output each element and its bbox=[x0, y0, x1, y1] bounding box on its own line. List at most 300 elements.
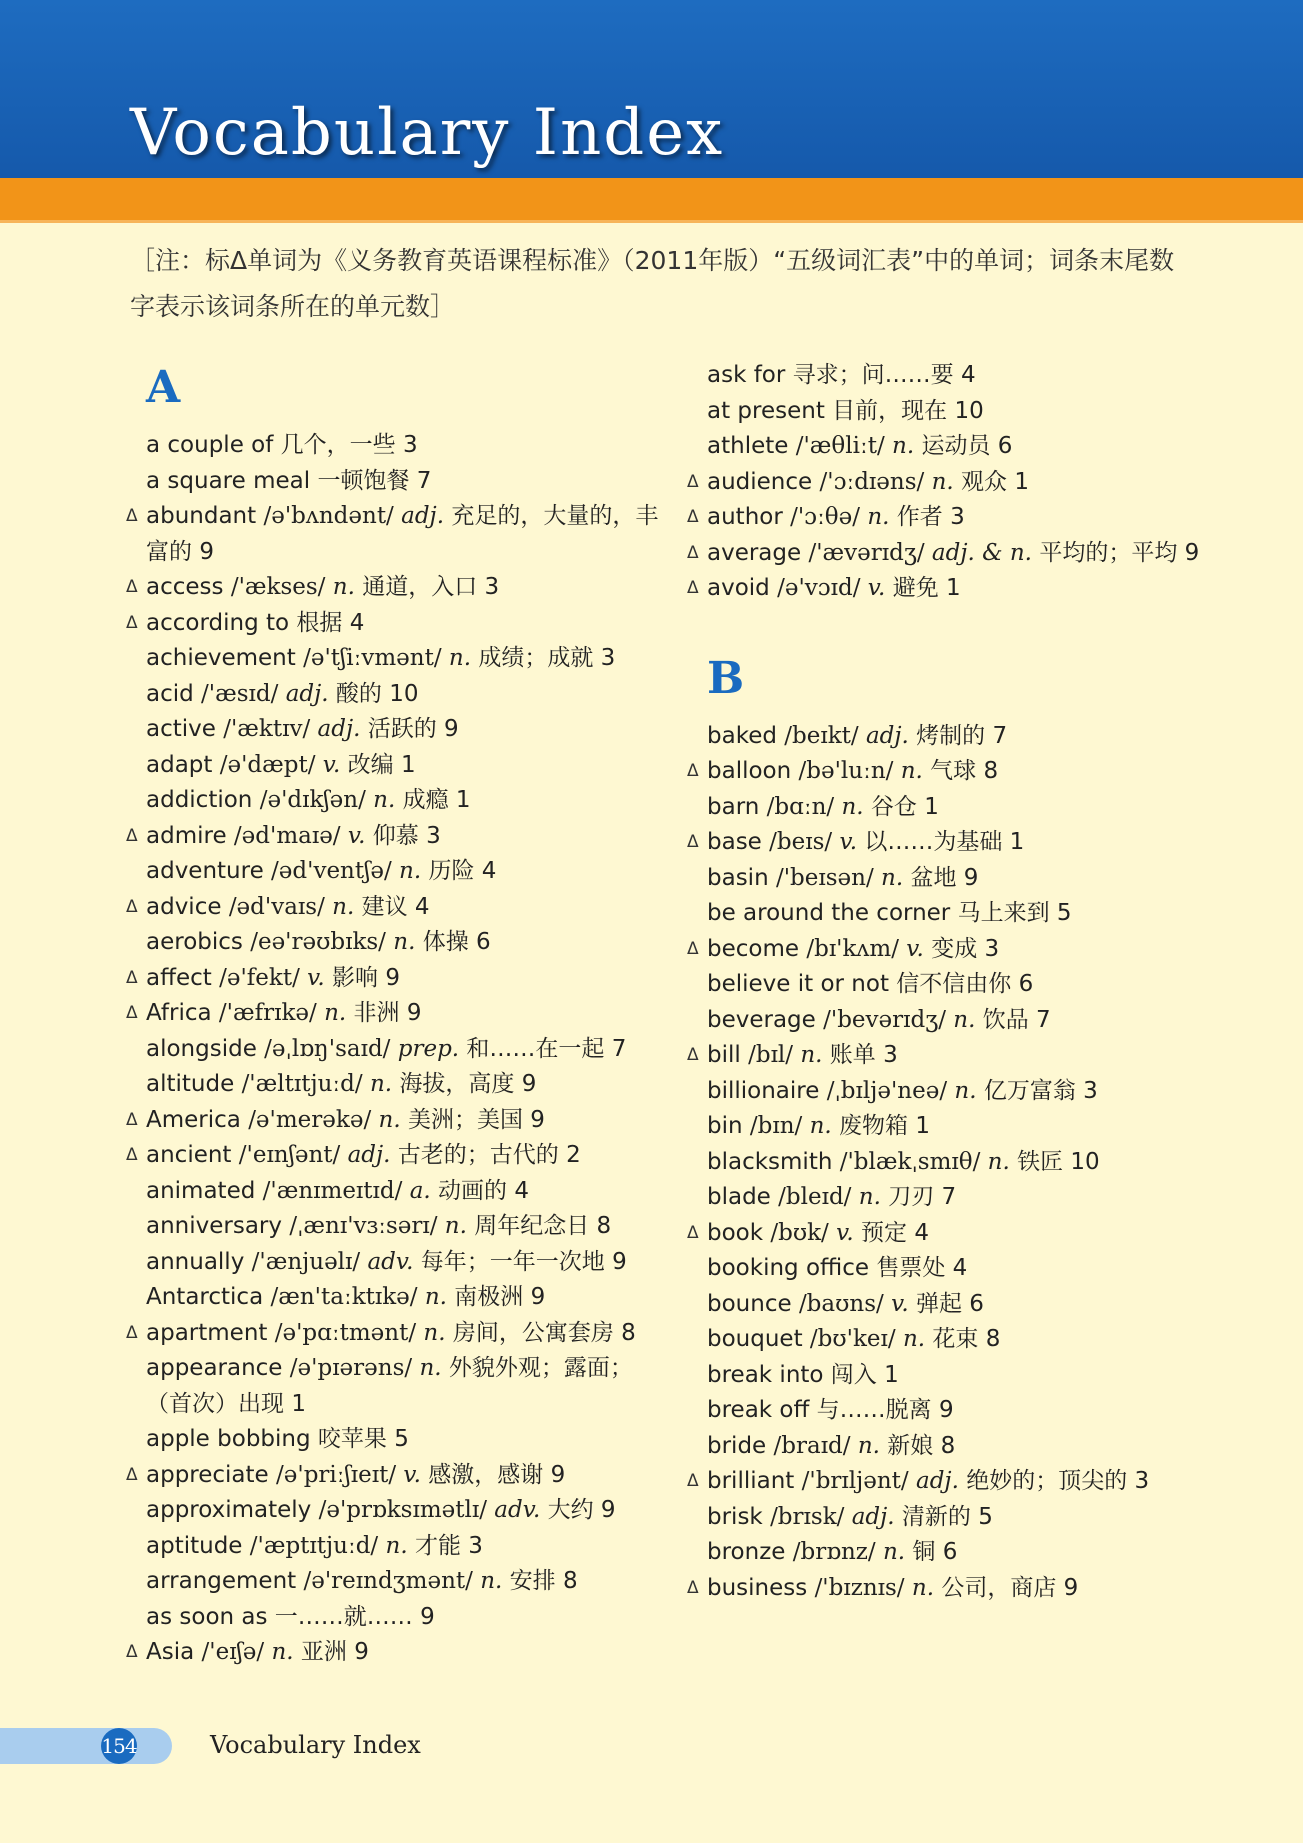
entry-part-of-speech: n. bbox=[892, 433, 915, 459]
entry-word: blade bbox=[707, 1184, 771, 1210]
entry-part-of-speech: n. bbox=[378, 1106, 401, 1133]
entry-meaning: 平均的；平均 bbox=[1039, 539, 1178, 566]
index-entry bbox=[126, 570, 666, 606]
entry-meaning: 酸的 bbox=[335, 680, 382, 707]
five-level-marker-icon: Δ bbox=[126, 1003, 138, 1023]
index-entry bbox=[126, 1103, 666, 1139]
entry-meaning: 铜 bbox=[912, 1539, 936, 1565]
entry-word: beverage bbox=[707, 1006, 816, 1033]
five-level-marker-icon: Δ bbox=[126, 825, 138, 846]
entry-word: acid bbox=[146, 680, 194, 707]
entry-word: average bbox=[707, 539, 802, 566]
entry-part-of-speech: n. bbox=[373, 787, 396, 813]
entry-part-of-speech: n. bbox=[987, 1148, 1010, 1175]
five-level-marker-icon: Δ bbox=[126, 967, 138, 988]
entry-part-of-speech: adj. bbox=[851, 1503, 895, 1530]
index-entry bbox=[687, 1464, 1227, 1500]
entry-word: a square meal bbox=[146, 467, 311, 494]
page-title: Vocabulary Index bbox=[130, 96, 725, 170]
entry-phonetic: /'æltɪtjuːd/ bbox=[241, 1071, 363, 1097]
entry-unit: 4 bbox=[481, 858, 497, 884]
entry-meaning: 马上来到 bbox=[957, 900, 1050, 926]
entry-meaning: 房间，公寓套房 bbox=[452, 1319, 614, 1346]
entry-part-of-speech: n. bbox=[857, 1432, 880, 1459]
entry-phonetic: /bleɪd/ bbox=[778, 1184, 852, 1210]
entry-part-of-speech: adj. bbox=[401, 503, 445, 529]
entry-meaning: 影响 bbox=[332, 964, 379, 991]
header-stripe bbox=[0, 178, 1303, 223]
entry-meaning: 成绩；成就 bbox=[478, 645, 594, 671]
entry-word: break into bbox=[707, 1361, 824, 1388]
entry-unit: 9 bbox=[600, 1497, 616, 1523]
index-entry bbox=[126, 748, 666, 784]
index-entry bbox=[126, 464, 666, 500]
entry-word: be around the corner bbox=[707, 900, 951, 926]
entry-meaning: 绝妙的；顶尖的 bbox=[966, 1468, 1128, 1494]
index-entry bbox=[126, 1032, 666, 1068]
entry-unit: 9 bbox=[444, 716, 459, 742]
entry-unit: 10 bbox=[954, 397, 984, 424]
entry-meaning: 信不信由你 bbox=[896, 971, 1012, 997]
five-level-marker-icon: Δ bbox=[126, 506, 138, 526]
entry-unit: 9 bbox=[199, 538, 214, 565]
index-note: ［注：标Δ单词为《义务教育英语课程标准》（2011年版）“五级词汇表”中的单词；词条末尾数字表示该词条所在的单元数］ bbox=[130, 246, 1175, 321]
entry-phonetic: /æn'taːktɪkə/ bbox=[270, 1284, 418, 1310]
entry-part-of-speech: n. bbox=[448, 645, 472, 671]
entry-phonetic: /baʊns/ bbox=[798, 1290, 884, 1317]
page-number: 154 bbox=[101, 1728, 137, 1764]
entry-word: appearance bbox=[146, 1355, 283, 1381]
entry-unit: 5 bbox=[394, 1426, 409, 1452]
entry-meaning: 新娘 bbox=[887, 1432, 934, 1459]
entry-meaning: 通道，入口 bbox=[362, 574, 478, 600]
index-entry bbox=[687, 358, 1227, 394]
entry-unit: 6 bbox=[942, 1539, 958, 1565]
section-heading-a: A bbox=[146, 362, 181, 413]
entry-meaning: 弹起 bbox=[915, 1290, 962, 1317]
index-entry bbox=[126, 1174, 666, 1210]
entry-unit: 7 bbox=[992, 722, 1008, 749]
entry-phonetic: /eə'rəʊbɪks/ bbox=[250, 929, 386, 955]
entry-phonetic: /ə'bʌndənt/ bbox=[263, 503, 394, 529]
entry-list-a-left bbox=[126, 428, 666, 1671]
entry-unit: 8 bbox=[985, 1326, 1001, 1352]
entry-word: bride bbox=[707, 1432, 767, 1459]
index-entry bbox=[687, 1251, 1227, 1287]
entry-phonetic: /'ævərɪdʒ/ bbox=[808, 539, 925, 566]
entry-phonetic: /ə'prɒksɪmətlɪ/ bbox=[318, 1497, 487, 1523]
index-entry bbox=[687, 1216, 1227, 1252]
entry-unit: 9 bbox=[521, 1071, 537, 1097]
index-entry bbox=[687, 790, 1227, 826]
entry-word: as soon as bbox=[146, 1603, 268, 1630]
entry-unit: 5 bbox=[1056, 900, 1072, 926]
entry-word: Antarctica bbox=[146, 1284, 264, 1310]
entry-unit: 5 bbox=[978, 1503, 993, 1530]
entry-unit: 1 bbox=[455, 787, 471, 813]
entry-part-of-speech: n. bbox=[900, 758, 923, 784]
entry-word: appreciate bbox=[146, 1461, 269, 1488]
index-entry bbox=[126, 961, 666, 997]
entry-part-of-speech: n. bbox=[271, 1639, 294, 1665]
entry-phonetic: /beɪs/ bbox=[769, 829, 833, 855]
entry-word: altitude bbox=[146, 1071, 235, 1097]
entry-word: apartment bbox=[146, 1319, 268, 1346]
index-entry bbox=[126, 1280, 666, 1316]
entry-part-of-speech: n. bbox=[858, 1184, 881, 1210]
entry-meaning: 谷仓 bbox=[870, 793, 917, 820]
entry-word: affect bbox=[146, 964, 212, 991]
entry-phonetic: /'ænjuəlɪ/ bbox=[251, 1248, 361, 1275]
entry-meaning: 每年；一年一次地 bbox=[420, 1248, 605, 1275]
entry-part-of-speech: n. bbox=[841, 793, 864, 820]
entry-word: baked bbox=[707, 722, 777, 749]
five-level-marker-icon: Δ bbox=[687, 471, 699, 492]
entry-part-of-speech: n. bbox=[911, 1574, 934, 1601]
entry-part-of-speech: n. bbox=[931, 468, 954, 495]
entry-word: bronze bbox=[707, 1539, 786, 1565]
entry-phonetic: /ə'priːʃɪeɪt/ bbox=[276, 1461, 397, 1488]
entry-part-of-speech: n. bbox=[332, 574, 355, 600]
index-entry bbox=[687, 754, 1227, 790]
entry-word: Africa bbox=[146, 1000, 212, 1026]
entry-phonetic: /ə'pɪərəns/ bbox=[289, 1355, 413, 1381]
entry-unit: 10 bbox=[389, 680, 419, 707]
entry-word: avoid bbox=[707, 575, 770, 601]
entry-meaning: 避免 bbox=[892, 575, 939, 601]
entry-phonetic: /ə'merəkə/ bbox=[248, 1106, 372, 1133]
entry-word: aptitude bbox=[146, 1532, 243, 1559]
entry-phonetic: /ə'vɔɪd/ bbox=[777, 575, 861, 601]
entry-phonetic: /'ɔːθə/ bbox=[790, 504, 861, 530]
five-level-marker-icon: Δ bbox=[126, 1464, 138, 1485]
index-entry bbox=[126, 428, 666, 464]
entry-phonetic: /beɪkt/ bbox=[784, 722, 859, 749]
index-entry bbox=[126, 1600, 666, 1636]
entry-word: adventure bbox=[146, 858, 264, 884]
entry-part-of-speech: n. bbox=[480, 1568, 503, 1594]
entry-unit: 9 bbox=[963, 864, 979, 891]
entry-phonetic: /ə'dæpt/ bbox=[219, 751, 316, 778]
entry-part-of-speech: adj. bbox=[865, 722, 909, 749]
index-entry bbox=[687, 1109, 1227, 1145]
entry-word: break off bbox=[707, 1397, 810, 1423]
index-entry bbox=[126, 641, 666, 677]
index-entry bbox=[687, 932, 1227, 968]
section-heading-b: B bbox=[707, 652, 745, 704]
left-column bbox=[126, 358, 666, 1671]
entry-meaning: 以……为基础 bbox=[864, 829, 1003, 855]
five-level-marker-icon: Δ bbox=[126, 896, 138, 917]
entry-part-of-speech: adj. bbox=[916, 1468, 959, 1494]
entry-part-of-speech: v. bbox=[891, 1290, 909, 1317]
five-level-marker-icon: Δ bbox=[687, 1045, 699, 1065]
entry-word: base bbox=[707, 829, 762, 855]
index-entry bbox=[126, 783, 666, 819]
index-entry bbox=[126, 1245, 666, 1281]
entry-meaning: 咬苹果 bbox=[317, 1426, 387, 1452]
entry-phonetic: /əd'ventʃə/ bbox=[271, 858, 392, 884]
entry-unit: 1 bbox=[915, 1113, 930, 1139]
entry-word: anniversary bbox=[146, 1213, 283, 1239]
entry-word: audience bbox=[707, 468, 813, 495]
five-level-marker-icon: Δ bbox=[687, 761, 699, 781]
entry-meaning: 账单 bbox=[829, 1042, 876, 1068]
index-entry bbox=[687, 967, 1227, 1003]
index-entry bbox=[126, 925, 666, 961]
entry-meaning: 铁匠 bbox=[1017, 1148, 1064, 1175]
index-entry bbox=[126, 1529, 666, 1565]
entry-unit: 8 bbox=[562, 1568, 578, 1594]
entry-phonetic: /'æθliːt/ bbox=[795, 433, 885, 459]
entry-unit: 6 bbox=[476, 929, 491, 955]
entry-unit: 4 bbox=[914, 1219, 929, 1246]
entry-word: barn bbox=[707, 793, 760, 820]
entry-phonetic: /ə'pɑːtmənt/ bbox=[274, 1319, 417, 1346]
entry-word: bill bbox=[707, 1042, 741, 1068]
entry-unit: 3 bbox=[1083, 1077, 1098, 1104]
entry-unit: 3 bbox=[468, 1532, 483, 1559]
five-level-marker-icon: Δ bbox=[126, 1642, 138, 1662]
index-entry bbox=[126, 996, 666, 1032]
index-entry bbox=[687, 1003, 1227, 1039]
entry-phonetic: /'æptɪtjuːd/ bbox=[249, 1532, 379, 1559]
entry-meaning: 建议 bbox=[361, 893, 408, 920]
entry-meaning: 外貌外观；露面；（首次）出现 bbox=[146, 1355, 633, 1417]
entry-part-of-speech: adv. bbox=[367, 1248, 414, 1275]
five-level-marker-icon: Δ bbox=[687, 832, 699, 852]
entry-meaning: 大约 bbox=[547, 1497, 594, 1523]
entry-meaning: 变成 bbox=[931, 935, 978, 962]
entry-word: ask for bbox=[707, 362, 786, 388]
entry-unit: 3 bbox=[950, 504, 965, 530]
entry-unit: 9 bbox=[406, 1000, 422, 1026]
entry-phonetic: /'æfrɪkə/ bbox=[218, 1000, 317, 1026]
entry-word: adapt bbox=[146, 751, 213, 778]
entry-meaning: 刀刃 bbox=[888, 1184, 935, 1210]
entry-meaning: 古老的；古代的 bbox=[397, 1142, 559, 1168]
index-entry bbox=[687, 500, 1227, 536]
entry-part-of-speech: n. bbox=[393, 929, 416, 955]
footer-tab bbox=[0, 1728, 172, 1764]
entry-phonetic: /bɪl/ bbox=[748, 1042, 794, 1068]
entry-meaning: 售票处 bbox=[876, 1255, 946, 1281]
entry-unit: 9 bbox=[385, 964, 400, 991]
index-entry bbox=[126, 1422, 666, 1458]
index-entry bbox=[126, 499, 666, 570]
index-entry bbox=[687, 825, 1227, 861]
entry-unit: 4 bbox=[349, 609, 365, 636]
entry-unit: 8 bbox=[940, 1432, 956, 1459]
entry-part-of-speech: a. bbox=[409, 1177, 431, 1204]
entry-unit: 6 bbox=[1018, 971, 1034, 997]
entry-unit: 4 bbox=[960, 362, 976, 388]
entry-meaning: 成瘾 bbox=[402, 787, 449, 813]
entry-part-of-speech: n. bbox=[867, 504, 890, 530]
entry-unit: 8 bbox=[983, 758, 999, 784]
index-entry bbox=[687, 1322, 1227, 1358]
entry-meaning: 动画的 bbox=[438, 1177, 508, 1204]
entry-part-of-speech: adj. bbox=[285, 680, 329, 707]
index-entry bbox=[687, 1145, 1227, 1181]
index-entry bbox=[687, 1429, 1227, 1465]
entry-unit: 8 bbox=[621, 1319, 636, 1346]
entry-part-of-speech: v. bbox=[867, 575, 886, 601]
entry-part-of-speech: n. bbox=[800, 1042, 823, 1068]
entry-word: access bbox=[146, 574, 224, 600]
entry-phonetic: /'eɪnʃənt/ bbox=[238, 1142, 341, 1168]
entry-word: a couple of bbox=[146, 432, 274, 458]
entry-meaning: 几个，一些 bbox=[280, 432, 396, 458]
index-entry bbox=[126, 1493, 666, 1529]
index-entry bbox=[126, 1564, 666, 1600]
index-entry bbox=[687, 1358, 1227, 1394]
entry-meaning: 历险 bbox=[428, 858, 475, 884]
entry-word: approximately bbox=[146, 1497, 312, 1523]
index-entry bbox=[687, 1180, 1227, 1216]
entry-word: bounce bbox=[707, 1290, 792, 1317]
entry-part-of-speech: v. bbox=[322, 751, 341, 778]
entry-phonetic: /braɪd/ bbox=[773, 1432, 851, 1459]
entry-phonetic: /brɒnz/ bbox=[792, 1539, 876, 1565]
entry-meaning: 亿万富翁 bbox=[983, 1077, 1076, 1104]
index-entry bbox=[687, 1500, 1227, 1536]
entry-word: booking office bbox=[707, 1255, 870, 1281]
entry-word: aerobics bbox=[146, 929, 243, 955]
five-level-marker-icon: Δ bbox=[687, 1222, 699, 1243]
index-entry bbox=[687, 394, 1227, 430]
index-entry bbox=[126, 1138, 666, 1174]
index-entry bbox=[126, 819, 666, 855]
five-level-marker-icon: Δ bbox=[126, 1145, 138, 1165]
index-entry bbox=[687, 536, 1227, 572]
five-level-marker-icon: Δ bbox=[126, 577, 138, 597]
entry-part-of-speech: adv. bbox=[494, 1497, 541, 1523]
entry-part-of-speech: n. bbox=[423, 1319, 446, 1346]
entry-unit: 1 bbox=[946, 575, 961, 601]
entry-part-of-speech: v. bbox=[347, 822, 366, 849]
entry-word: alongside bbox=[146, 1035, 257, 1062]
index-entry bbox=[126, 1635, 666, 1671]
entry-phonetic: /bɪ'kʌm/ bbox=[806, 935, 899, 962]
right-column bbox=[687, 358, 1227, 1606]
entry-meaning: 废物箱 bbox=[839, 1113, 909, 1139]
entry-word: balloon bbox=[707, 758, 792, 784]
entry-unit: 9 bbox=[1063, 1574, 1079, 1601]
entry-unit: 9 bbox=[1184, 539, 1200, 566]
entry-part-of-speech: n. bbox=[902, 1326, 926, 1352]
entry-phonetic: /bɪn/ bbox=[749, 1113, 803, 1139]
entry-word: basin bbox=[707, 864, 769, 891]
entry-meaning: 气球 bbox=[930, 758, 977, 784]
entry-meaning: 花束 bbox=[932, 1326, 979, 1352]
entry-meaning: 才能 bbox=[414, 1532, 461, 1559]
entry-word: annually bbox=[146, 1248, 245, 1275]
entry-word: bouquet bbox=[707, 1326, 803, 1352]
entry-unit: 10 bbox=[1070, 1148, 1100, 1175]
index-entry bbox=[126, 712, 666, 748]
entry-unit: 9 bbox=[420, 1603, 435, 1630]
index-entry bbox=[126, 1351, 666, 1422]
entry-part-of-speech: n. bbox=[332, 893, 355, 920]
entry-phonetic: /əd'vaɪs/ bbox=[228, 893, 325, 920]
entry-meaning: 作者 bbox=[896, 504, 943, 530]
entry-unit: 7 bbox=[611, 1035, 627, 1062]
entry-phonetic: /'ɔːdɪəns/ bbox=[819, 468, 925, 495]
entry-unit: 1 bbox=[924, 793, 939, 820]
entry-phonetic: /'beɪsən/ bbox=[775, 864, 874, 891]
entry-part-of-speech: n. bbox=[419, 1355, 442, 1381]
entry-word: author bbox=[707, 504, 783, 530]
entry-meaning: 活跃的 bbox=[367, 716, 437, 742]
entry-unit: 9 bbox=[550, 1461, 566, 1488]
five-level-marker-icon: Δ bbox=[687, 578, 699, 598]
entry-meaning: 体操 bbox=[422, 929, 469, 955]
entry-word: blacksmith bbox=[707, 1148, 833, 1175]
entry-part-of-speech: n. bbox=[399, 858, 422, 884]
index-entry bbox=[126, 677, 666, 713]
entry-word: book bbox=[707, 1219, 764, 1246]
entry-unit: 9 bbox=[938, 1397, 954, 1423]
entry-part-of-speech: n. bbox=[882, 1539, 906, 1565]
entry-phonetic: /əd'maɪə/ bbox=[233, 822, 341, 849]
entry-unit: 3 bbox=[484, 574, 500, 600]
entry-meaning: 非洲 bbox=[353, 1000, 400, 1026]
entry-meaning: 仰慕 bbox=[372, 822, 419, 849]
index-entry bbox=[687, 896, 1227, 932]
entry-phonetic: /'æsɪd/ bbox=[201, 680, 279, 707]
entry-meaning: 观众 bbox=[961, 468, 1008, 495]
five-level-marker-icon: Δ bbox=[687, 1577, 699, 1598]
entry-unit: 1 bbox=[400, 751, 416, 778]
index-entry bbox=[687, 1535, 1227, 1571]
entry-word: believe it or not bbox=[707, 971, 889, 997]
entry-meaning: 运动员 bbox=[921, 433, 991, 459]
footer-title: Vocabulary Index bbox=[210, 1731, 421, 1759]
entry-meaning: 感激，感谢 bbox=[428, 1461, 544, 1488]
entry-meaning: 饮品 bbox=[982, 1006, 1029, 1033]
entry-unit: 8 bbox=[596, 1213, 612, 1239]
entry-phonetic: /ə'tʃiːvmənt/ bbox=[303, 645, 442, 671]
five-level-marker-icon: Δ bbox=[687, 542, 699, 563]
entry-word: admire bbox=[146, 822, 227, 849]
entry-part-of-speech: n. bbox=[369, 1071, 393, 1097]
entry-part-of-speech: v. bbox=[403, 1461, 421, 1488]
index-entry bbox=[126, 1209, 666, 1245]
index-entry bbox=[126, 890, 666, 926]
entry-phonetic: /bə'luːn/ bbox=[798, 758, 894, 784]
entry-phonetic: /'ækses/ bbox=[230, 574, 326, 600]
entry-phonetic: /'bevərɪdʒ/ bbox=[823, 1006, 946, 1033]
entry-meaning: 目前，现在 bbox=[832, 397, 948, 424]
entry-phonetic: /ə'dɪkʃən/ bbox=[259, 787, 366, 813]
entry-part-of-speech: n. bbox=[385, 1532, 408, 1559]
entry-meaning: 寻求；问……要 bbox=[792, 362, 954, 388]
entry-phonetic: /bʊk/ bbox=[770, 1219, 829, 1246]
entry-word: bin bbox=[707, 1113, 743, 1139]
entry-phonetic: /'eɪʃə/ bbox=[201, 1639, 265, 1665]
entry-meaning: 海拔，高度 bbox=[399, 1071, 515, 1097]
entry-meaning: 盆地 bbox=[910, 864, 957, 891]
entry-word: advice bbox=[146, 893, 222, 920]
entry-unit: 1 bbox=[884, 1361, 899, 1388]
entry-meaning: 闯入 bbox=[830, 1361, 877, 1388]
entry-word: apple bobbing bbox=[146, 1426, 311, 1452]
entry-unit: 3 bbox=[402, 432, 418, 458]
index-entry bbox=[126, 854, 666, 890]
entry-phonetic: /'æktɪv/ bbox=[223, 716, 311, 742]
entry-meaning: 与……脱离 bbox=[816, 1397, 932, 1423]
